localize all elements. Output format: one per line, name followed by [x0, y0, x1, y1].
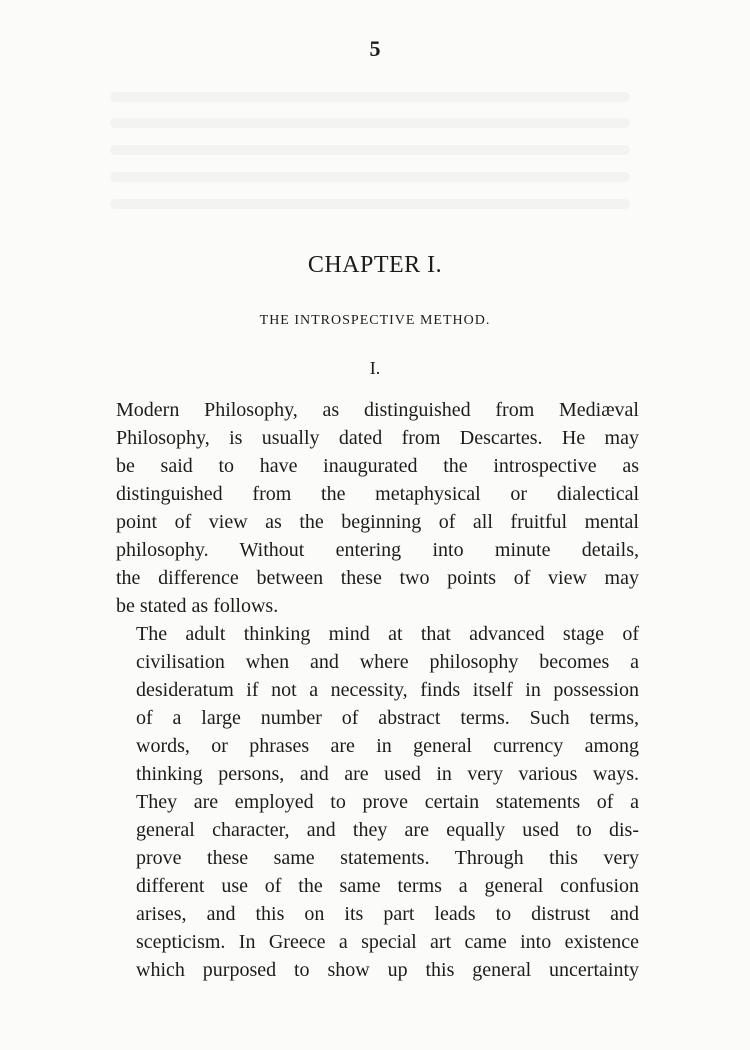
section-title: THE INTROSPECTIVE METHOD. [259, 313, 491, 328]
text-line: different use of the same terms a general confusion [136, 875, 639, 897]
text-line: arises, and this on its part leads to distrust and [136, 903, 639, 925]
text-line: thinking persons, and are used in very various ways. [136, 763, 639, 785]
bleed-through-text [110, 145, 630, 155]
paragraph-2 [116, 620, 639, 984]
text-line: desideratum if not a necessity, finds itself in possession [136, 679, 639, 701]
bleed-through-text [110, 172, 630, 182]
text-line: civilisation when and where philosophy becomes a [136, 651, 639, 673]
text-line: Modern Philosophy, as distinguished from Mediæval [116, 399, 639, 421]
text-line: Philosophy, is usually dated from Descartes. He may [116, 427, 639, 449]
bleed-through-text [110, 92, 630, 102]
page-number: 5 [369, 36, 381, 61]
text-line: scepticism. In Greece a special art came into existence [136, 931, 639, 953]
text-line: which purposed to show up this general uncertainty [136, 959, 639, 981]
text-line: be said to have inaugurated the introspective as [116, 455, 639, 477]
bleed-through-text [110, 199, 630, 209]
text-line: general character, and they are equally used to dis- [136, 819, 639, 841]
text-line: The adult thinking mind at that advanced stage of [136, 623, 639, 645]
paragraph-1 [116, 396, 639, 620]
body-text [116, 396, 639, 984]
chapter-title: CHAPTER I. [307, 252, 443, 278]
text-line: prove these same statements. Through this very [136, 847, 639, 869]
text-line: point of view as the beginning of all fruitful mental [116, 511, 639, 533]
section-number: I. [369, 358, 381, 378]
text-line: distinguished from the metaphysical or dialectical [116, 483, 639, 505]
text-line: words, or phrases are in general currency among [136, 735, 639, 757]
text-line: They are employed to prove certain statements of a [136, 791, 639, 813]
text-line: be stated as follows. [116, 595, 279, 617]
bleed-through-text [110, 118, 630, 128]
text-line: of a large number of abstract terms. Such terms, [136, 707, 639, 729]
text-line: the difference between these two points of view may [116, 567, 639, 589]
text-line: philosophy. Without entering into minute details, [116, 539, 639, 561]
